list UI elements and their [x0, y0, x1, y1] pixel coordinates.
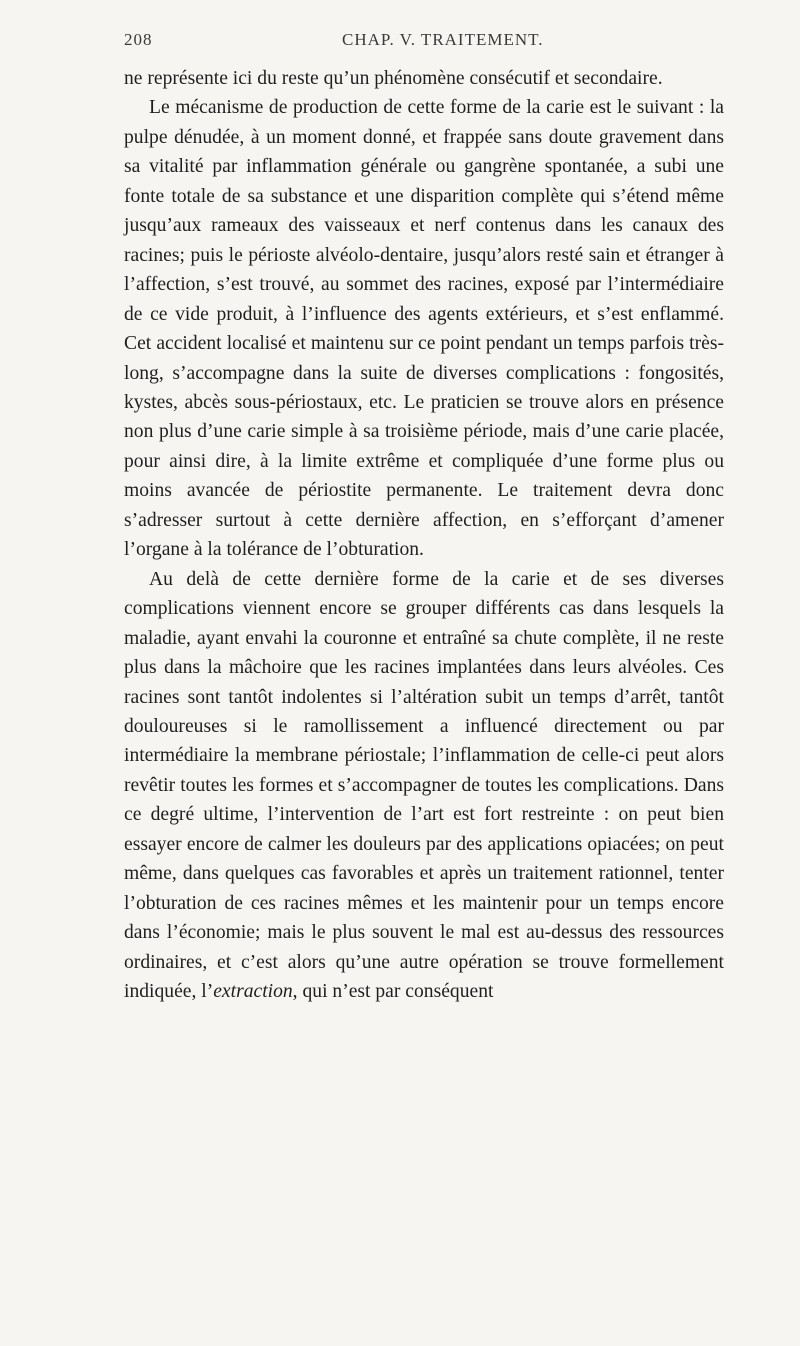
emphasis-extraction: extraction [213, 981, 293, 1003]
running-head [124, 30, 724, 54]
page-number: 208 [124, 30, 153, 49]
paragraph-mechanism: Le mécanisme de production de cette forme de la carie est le suivant : la pulpe dénudée, à un moment donné, et frappée sans doute gravement dans sa vitalité par inflammation générale ou gangrène spontanée, a subi une fonte totale de sa substance et une disparition complète qui s’étend même jusqu’aux rameaux des vaisseaux et nerf contenus dans les canaux des racines; puis le périoste alvéolo-dentaire, jusqu’alors resté sain et étranger à l’affection, s’est trouvé, au sommet des racines, exposé par l’intermédiaire de ce vide produit, à l’influence des agents extérieurs, et s’est enflammé. Cet accident localisé et maintenu sur ce point pendant un temps parfois très-long, s’accompagne dans la suite de diverses complications : fongosités, kystes, abcès sous-périostaux, etc. Le praticien se trouve alors en présence non plus d’une carie simple à sa troisième période, mais d’une carie placée, pour ainsi dire, à la limite extrême et compliquée d’une forme plus ou moins avancée de périostite permanente. Le traitement devra donc s’adresser surtout à cette dernière affection, en s’efforçant d’amener l’organe à la tolérance de l’obturation. [124, 97, 724, 561]
paragraph-roots-text: Au delà de cette dernière forme de la carie et de ses diverses complications viennent encore se grouper différents cas dans lesquels la maladie, ayant envahi la couronne et entraîné sa chute complète, il ne reste plus dans la mâchoire que les racines implantées dans leurs alvéoles. Ces racines sont tantôt indolentes si l’altération subit un temps d’arrêt, tantôt douloureuses si le ramollissement a influencé directement ou par intermédiaire la membrane périostale; l’inflammation de celle-ci peut alors revêtir toutes les formes et s’accompagner de toutes les complications. Dans ce degré ultime, l’intervention de l’art est fort restreinte : on peut bien essayer encore de calmer les douleurs par des applications opiacées; on peut même, dans quelques cas favorables et après un traitement rationnel, tenter l’obturation de ces racines mêmes et les maintenir pour un temps encore dans l’économie; mais le plus souvent le mal est au-dessus des ressources ordinaires, et c’est alors qu’une autre opération se trouve formellement indiquée, l’ [124, 568, 724, 1003]
body-text [124, 64, 724, 1007]
paragraph-continuation: ne représente ici du reste qu’un phénomène consécutif et secondaire. [124, 68, 663, 89]
chapter-title: CHAP. V. TRAITEMENT. [342, 30, 544, 49]
paragraph-roots [124, 565, 724, 1007]
paragraph-roots-tail: , qui n’est par conséquent [292, 981, 494, 1003]
